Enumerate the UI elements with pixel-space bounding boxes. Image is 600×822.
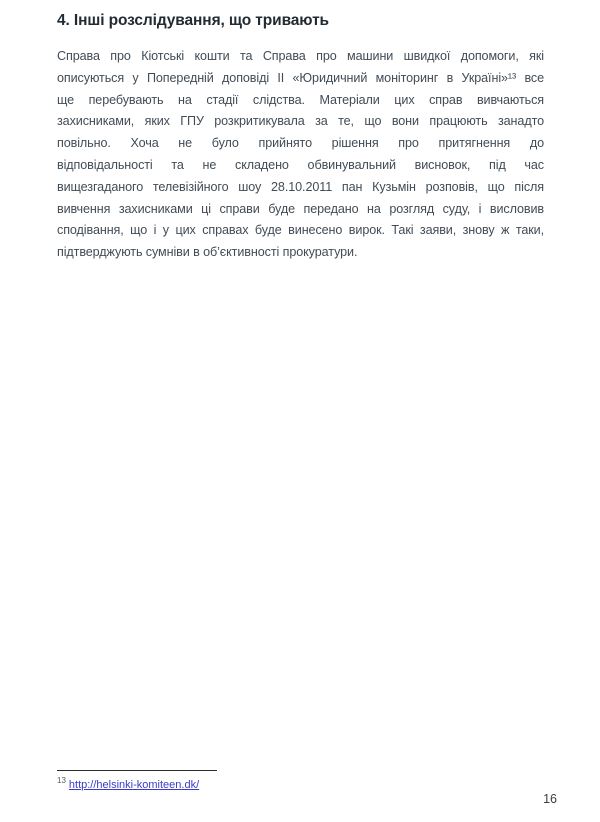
body-paragraph <box>57 46 544 264</box>
footnote <box>57 770 544 793</box>
section-heading: 4. Інші розслідування, що тривають <box>57 12 329 29</box>
paragraph-line: підтверджують сумніви в об’єктивності прокуратури. <box>57 245 358 260</box>
footnote-separator <box>57 770 217 771</box>
paragraph-line: сподівання, що і у цих справах буде винесено вирок. Такі заяви, знову ж таки, <box>57 223 544 238</box>
footnote-text <box>57 775 544 793</box>
paragraph-line: захисниками, яких ГПУ розкритикувала за те, що вони працюють занадто <box>57 114 544 129</box>
footnote-link[interactable]: http://helsinki-komiteen.dk/ <box>68 779 200 791</box>
paragraph-line: відповідальності та не складено обвинувальний висновок, під час <box>57 157 544 172</box>
paragraph-line: ще перебувають на стадії слідства. Матеріали цих справ вивчаються <box>57 92 544 107</box>
paragraph-line: вивчення захисниками ці справи буде передано на розгляд суду, і висловив <box>57 201 544 216</box>
paragraph-line: повільно. Хоча не було прийнято рішення про притягнення до <box>57 136 544 151</box>
paragraph-line: вищезгаданого телевізійного шоу 28.10.2011 пан Кузьмін розповів, що після <box>57 179 544 194</box>
page-number: 16 <box>543 792 557 806</box>
footnote-marker: 13 <box>57 776 66 785</box>
paragraph-line: Справа про Кіотські кошти та Справа про машини швидкої допомоги, які <box>57 49 544 63</box>
paragraph-line: описуються у Попередній доповіді II «Юридичний моніторинг в Україні»¹³ все <box>57 70 544 85</box>
